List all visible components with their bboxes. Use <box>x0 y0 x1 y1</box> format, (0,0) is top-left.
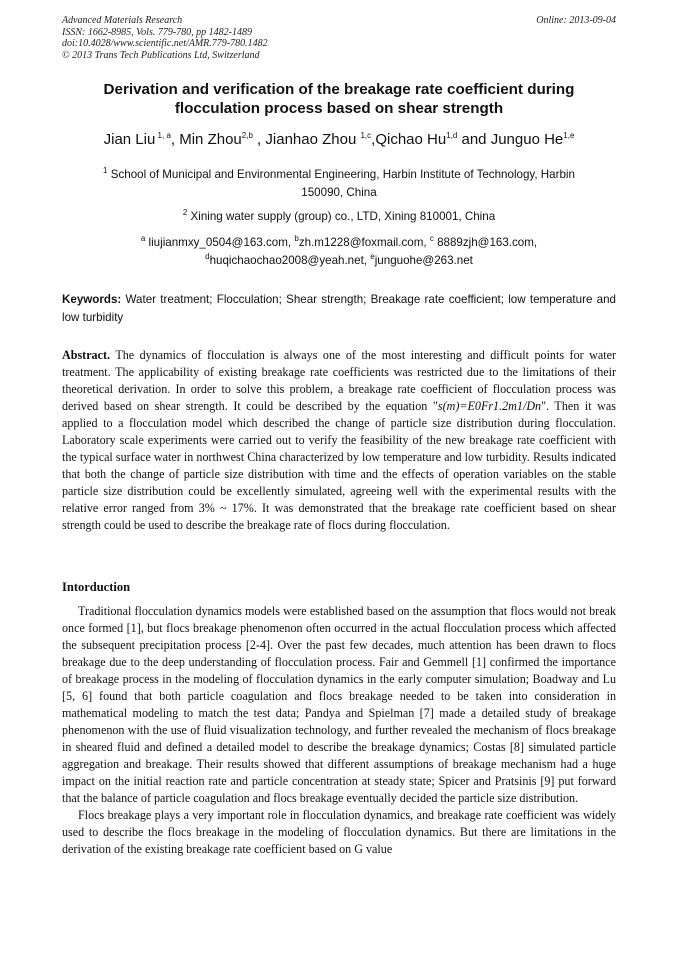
abstract-text-cont: ". Then it was applied to a flocculation model which described the change of particle size distribution during flocculation. Laboratory scale experiments were carried out to verify the feasibility of the new breakage rate coefficient with the typical surface water in northwest China characterized by low temperature and low turbidity. Results indicated that both the change of particle size distribution with time and the effects of operation variables on the stable particle size distribution could be excellently simulated, agreeing well with the experimental results with the relative error ranged from 3% ~ 17%. It was demonstrated that the breakage rate coefficient based on shear strength could be used to describe the breakage rate of flocs during flocculation. <box>62 399 616 532</box>
affiliation-1: $^1$ School of Municipal and Environmental Engineering, Harbin Institute of Technology, Harbin 150090, China <box>103 166 575 199</box>
copyright: © 2013 Trans Tech Publications Ltd, Switzerland <box>62 49 260 61</box>
author-sup: 1, a <box>157 131 171 140</box>
issn: ISSN: 1662-8985, Vols. 779-780, pp 1482-1489 <box>62 26 252 38</box>
abstract-text: The dynamics of flocculation is always one of the most interesting and difficult points for water treatment. The applicability of existing breakage rate coefficients was restricted due to the limitations of their theoretical derivation. In order to solve this problem, a breakage rate coefficient of flocculation process was derived based on shear strength. It could be described by the equation " <box>62 348 616 413</box>
section-heading: Intorduction <box>62 580 131 594</box>
abstract-equation: s(m)=E0Fr1.2m1/Dn <box>437 399 542 413</box>
journal-header <box>62 15 268 61</box>
journal-name: Advanced Materials Research <box>62 15 183 26</box>
author-sup: 1,e <box>563 131 575 140</box>
author-sup: 1,d <box>446 131 458 140</box>
author-sup: 1,c <box>360 131 372 140</box>
author-name: Jianhao Zhou <box>265 131 357 148</box>
section-body <box>62 603 616 858</box>
author-name: Min Zhou <box>179 131 242 148</box>
author-sup: 2,b <box>241 131 253 140</box>
author-name: Junguo He <box>490 131 564 148</box>
paragraph: Flocs breakage plays a very important role in flocculation dynamics, and breakage rate coefficient was widely used to describe the flocs breakage in the modeling of flocculation dynamics. But there are limitations in the derivation of the existing breakage rate coefficient based on G value <box>62 808 616 856</box>
affiliation-2: $^2$ Xining water supply (group) co., LTD, Xining 810001, China <box>182 208 496 223</box>
author-list: Jian Liu $^{1, a}$, Min Zhou$^{2,b}$ , Jianhao Zhou $^{1,c}$,Qichao Hu$^{1,d}$ and Junguo He$^{1,e}$ <box>103 131 575 148</box>
keywords-text: Water treatment; Flocculation; Shear strength; Breakage rate coefficient; low temperature and low turbidity <box>62 293 616 324</box>
keywords-label: Keywords: <box>62 293 122 306</box>
author-name: Qichao Hu <box>375 131 447 148</box>
title-line-1: Derivation and verification of the breakage rate coefficient during <box>103 81 575 98</box>
title-line-2: flocculation process based on shear strength <box>174 100 504 117</box>
paragraph: Traditional flocculation dynamics models were established based on the assumption that flocs would not break once formed [1], but flocs breakage phenomenon often occurred in the actual flocculation process which affected the subsequent precipitation process [2-4]. Over the past few decades, much attention has been drawn to flocs breakage due to the deep understanding of flocculation process. Fair and Gemmell [1] confirmed the importance of breakage process in the modeling of flocculation dynamics in the early computer simulation; Boadway and Lu [5, 6] found that both particle coagulation and flocs breakage needed to be taken into consideration in mathematical modeling to match the test data; Pandya and Spielman [7] made a detailed study of breakage phenomenon with the use of fluid visualization technology, and further revealed the mechanism of flocs breakage in sheared fluid and defined a detailed model to describe the breakage dynamics; Costas [8] simulated particle aggregation and breakage. Their results showed that different assumptions of breakage mechanism had a huge impact on the initial reaction rate and particle concentration at steady state; Spicer and Pratsinis [9] put forward that the balance of particle coagulation and flocs breakage eventually decided the particle size distribution. <box>62 604 616 805</box>
keywords <box>62 291 616 327</box>
author-emails: $^a$ liujianmxy_0504@163.com, $^b$zh.m1228@foxmail.com, $^c$ 8889zjh@163.com, $^d$huqichaochao2008@yeah.net, $^e$junguohe@263.net <box>140 234 538 267</box>
email-link[interactable]: zh.m1228@foxmail.com, <box>298 236 427 249</box>
email-link[interactable]: junguohe@263.net <box>374 254 473 267</box>
abstract <box>62 347 616 534</box>
abstract-label: Abstract. <box>62 348 111 362</box>
doi: doi:10.4028/www.scientific.net/AMR.779-780.1482 <box>62 38 268 49</box>
online-date: Online: 2013-09-04 <box>536 15 616 26</box>
email-link[interactable]: 8889zjh@163.com, <box>437 236 538 249</box>
author-name: Jian Liu <box>103 131 156 148</box>
email-link[interactable]: liujianmxy_0504@163.com, <box>148 236 292 249</box>
paper-title <box>62 80 616 118</box>
email-link[interactable]: huqichaochao2008@yeah.net, <box>209 254 368 267</box>
